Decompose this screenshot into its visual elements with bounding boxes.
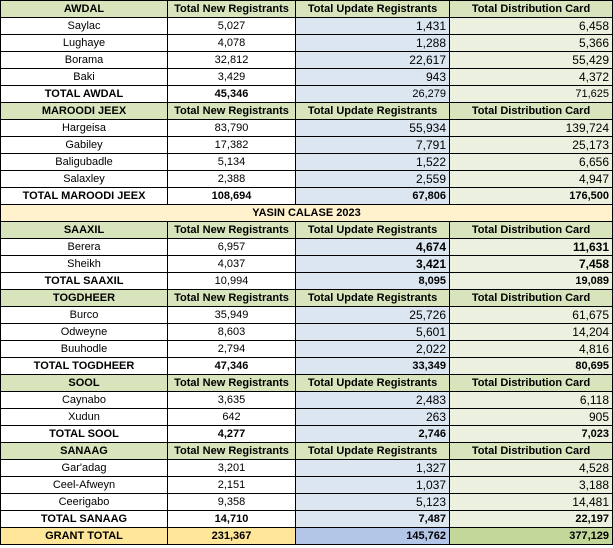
district-name: Odweyne <box>1 324 168 341</box>
district-name: Salaxley <box>1 171 168 188</box>
region-total-row <box>1 86 613 103</box>
table-row <box>1 256 613 273</box>
total-new: 14,710 <box>168 511 296 528</box>
grand-total-row <box>1 528 613 545</box>
update-value: 2,483 <box>296 392 450 409</box>
dist-value: 4,372 <box>450 69 613 86</box>
update-value: 25,726 <box>296 307 450 324</box>
update-value: 2,022 <box>296 341 450 358</box>
col-header-dist: Total Distribution Card <box>450 443 613 460</box>
dist-value: 55,429 <box>450 52 613 69</box>
total-label: TOTAL SANAAG <box>1 511 168 528</box>
update-value: 55,934 <box>296 120 450 137</box>
region-header-row <box>1 290 613 307</box>
region-header-row <box>1 443 613 460</box>
region-name: AWDAL <box>1 1 168 18</box>
banner-title: YASIN CALASE 2023 <box>1 205 613 222</box>
update-value: 1,288 <box>296 35 450 52</box>
table-row <box>1 477 613 494</box>
update-value: 5,601 <box>296 324 450 341</box>
region-name: SANAAG <box>1 443 168 460</box>
update-value: 1,037 <box>296 477 450 494</box>
total-label: TOTAL AWDAL <box>1 86 168 103</box>
dist-value: 4,947 <box>450 171 613 188</box>
col-header-update: Total Update Registrants <box>296 222 450 239</box>
new-value: 2,151 <box>168 477 296 494</box>
total-dist: 176,500 <box>450 188 613 205</box>
region-total-row <box>1 358 613 375</box>
dist-value: 7,458 <box>450 256 613 273</box>
col-header-dist: Total Distribution Card <box>450 375 613 392</box>
update-value: 263 <box>296 409 450 426</box>
total-update: 26,279 <box>296 86 450 103</box>
new-value: 5,027 <box>168 18 296 35</box>
table-row <box>1 392 613 409</box>
region-total-row <box>1 273 613 290</box>
table-row <box>1 324 613 341</box>
total-update: 67,806 <box>296 188 450 205</box>
dist-value: 4,528 <box>450 460 613 477</box>
table-row <box>1 35 613 52</box>
region-header-row <box>1 375 613 392</box>
dist-value: 6,118 <box>450 392 613 409</box>
district-name: Gar'adag <box>1 460 168 477</box>
total-label: TOTAL TOGDHEER <box>1 358 168 375</box>
total-new: 47,346 <box>168 358 296 375</box>
update-value: 7,791 <box>296 137 450 154</box>
total-dist: 80,695 <box>450 358 613 375</box>
grand-total-label: GRANT TOTAL <box>1 528 168 545</box>
new-value: 9,358 <box>168 494 296 511</box>
dist-value: 905 <box>450 409 613 426</box>
dist-value: 14,481 <box>450 494 613 511</box>
table-row <box>1 460 613 477</box>
region-name: SOOL <box>1 375 168 392</box>
district-name: Baligubadle <box>1 154 168 171</box>
total-label: TOTAL MAROODI JEEX <box>1 188 168 205</box>
table-row <box>1 137 613 154</box>
district-name: Burco <box>1 307 168 324</box>
col-header-update: Total Update Registrants <box>296 375 450 392</box>
total-dist: 22,197 <box>450 511 613 528</box>
district-name: Gabiley <box>1 137 168 154</box>
district-name: Baki <box>1 69 168 86</box>
table-row <box>1 120 613 137</box>
update-value: 2,559 <box>296 171 450 188</box>
dist-value: 6,656 <box>450 154 613 171</box>
col-header-dist: Total Distribution Card <box>450 103 613 120</box>
grand-total-dist: 377,129 <box>450 528 613 545</box>
table-row <box>1 307 613 324</box>
new-value: 35,949 <box>168 307 296 324</box>
col-header-dist: Total Distribution Card <box>450 290 613 307</box>
update-value: 1,522 <box>296 154 450 171</box>
dist-value: 14,204 <box>450 324 613 341</box>
table-row <box>1 171 613 188</box>
col-header-dist: Total Distribution Card <box>450 222 613 239</box>
col-header-dist: Total Distribution Card <box>450 1 613 18</box>
update-value: 4,674 <box>296 239 450 256</box>
district-name: Caynabo <box>1 392 168 409</box>
col-header-update: Total Update Registrants <box>296 1 450 18</box>
table-row <box>1 239 613 256</box>
update-value: 3,421 <box>296 256 450 273</box>
new-value: 4,037 <box>168 256 296 273</box>
col-header-new: Total New Registrants <box>168 443 296 460</box>
district-name: Saylac <box>1 18 168 35</box>
dist-value: 139,724 <box>450 120 613 137</box>
total-label: TOTAL SAAXIL <box>1 273 168 290</box>
total-dist: 71,625 <box>450 86 613 103</box>
table-row <box>1 154 613 171</box>
dist-value: 11,631 <box>450 239 613 256</box>
region-header-row <box>1 1 613 18</box>
update-value: 22,617 <box>296 52 450 69</box>
region-name: SAAXIL <box>1 222 168 239</box>
dist-value: 25,173 <box>450 137 613 154</box>
dist-value: 3,188 <box>450 477 613 494</box>
new-value: 83,790 <box>168 120 296 137</box>
new-value: 17,382 <box>168 137 296 154</box>
new-value: 3,201 <box>168 460 296 477</box>
district-name: Buuhodle <box>1 341 168 358</box>
district-name: Ceel-Afweyn <box>1 477 168 494</box>
total-update: 8,095 <box>296 273 450 290</box>
update-value: 1,327 <box>296 460 450 477</box>
update-value: 943 <box>296 69 450 86</box>
dist-value: 5,366 <box>450 35 613 52</box>
update-value: 5,123 <box>296 494 450 511</box>
new-value: 6,957 <box>168 239 296 256</box>
region-total-row <box>1 426 613 443</box>
region-name: TOGDHEER <box>1 290 168 307</box>
table-row <box>1 494 613 511</box>
table-row <box>1 341 613 358</box>
new-value: 4,078 <box>168 35 296 52</box>
district-name: Hargeisa <box>1 120 168 137</box>
region-header-row <box>1 103 613 120</box>
grand-total-update: 145,762 <box>296 528 450 545</box>
col-header-update: Total Update Registrants <box>296 443 450 460</box>
region-total-row <box>1 511 613 528</box>
dist-value: 4,816 <box>450 341 613 358</box>
banner-row <box>1 205 613 222</box>
dist-value: 61,675 <box>450 307 613 324</box>
col-header-new: Total New Registrants <box>168 290 296 307</box>
col-header-new: Total New Registrants <box>168 103 296 120</box>
table-row <box>1 69 613 86</box>
col-header-new: Total New Registrants <box>168 375 296 392</box>
region-total-row <box>1 188 613 205</box>
total-label: TOTAL SOOL <box>1 426 168 443</box>
new-value: 3,635 <box>168 392 296 409</box>
table-row <box>1 52 613 69</box>
col-header-update: Total Update Registrants <box>296 103 450 120</box>
total-dist: 7,023 <box>450 426 613 443</box>
new-value: 642 <box>168 409 296 426</box>
district-name: Xudun <box>1 409 168 426</box>
total-update: 7,487 <box>296 511 450 528</box>
total-new: 10,994 <box>168 273 296 290</box>
total-update: 2,746 <box>296 426 450 443</box>
district-name: Borama <box>1 52 168 69</box>
table-row <box>1 18 613 35</box>
new-value: 2,388 <box>168 171 296 188</box>
col-header-new: Total New Registrants <box>168 222 296 239</box>
dist-value: 6,458 <box>450 18 613 35</box>
new-value: 2,794 <box>168 341 296 358</box>
total-new: 108,694 <box>168 188 296 205</box>
total-dist: 19,089 <box>450 273 613 290</box>
col-header-update: Total Update Registrants <box>296 290 450 307</box>
table-row <box>1 409 613 426</box>
new-value: 8,603 <box>168 324 296 341</box>
new-value: 32,812 <box>168 52 296 69</box>
new-value: 5,134 <box>168 154 296 171</box>
region-header-row <box>1 222 613 239</box>
col-header-new: Total New Registrants <box>168 1 296 18</box>
district-name: Lughaye <box>1 35 168 52</box>
total-new: 4,277 <box>168 426 296 443</box>
district-name: Ceerigabo <box>1 494 168 511</box>
region-name: MAROODI JEEX <box>1 103 168 120</box>
total-new: 45,346 <box>168 86 296 103</box>
total-update: 33,349 <box>296 358 450 375</box>
update-value: 1,431 <box>296 18 450 35</box>
district-name: Berera <box>1 239 168 256</box>
new-value: 3,429 <box>168 69 296 86</box>
district-name: Sheikh <box>1 256 168 273</box>
grand-total-new: 231,367 <box>168 528 296 545</box>
